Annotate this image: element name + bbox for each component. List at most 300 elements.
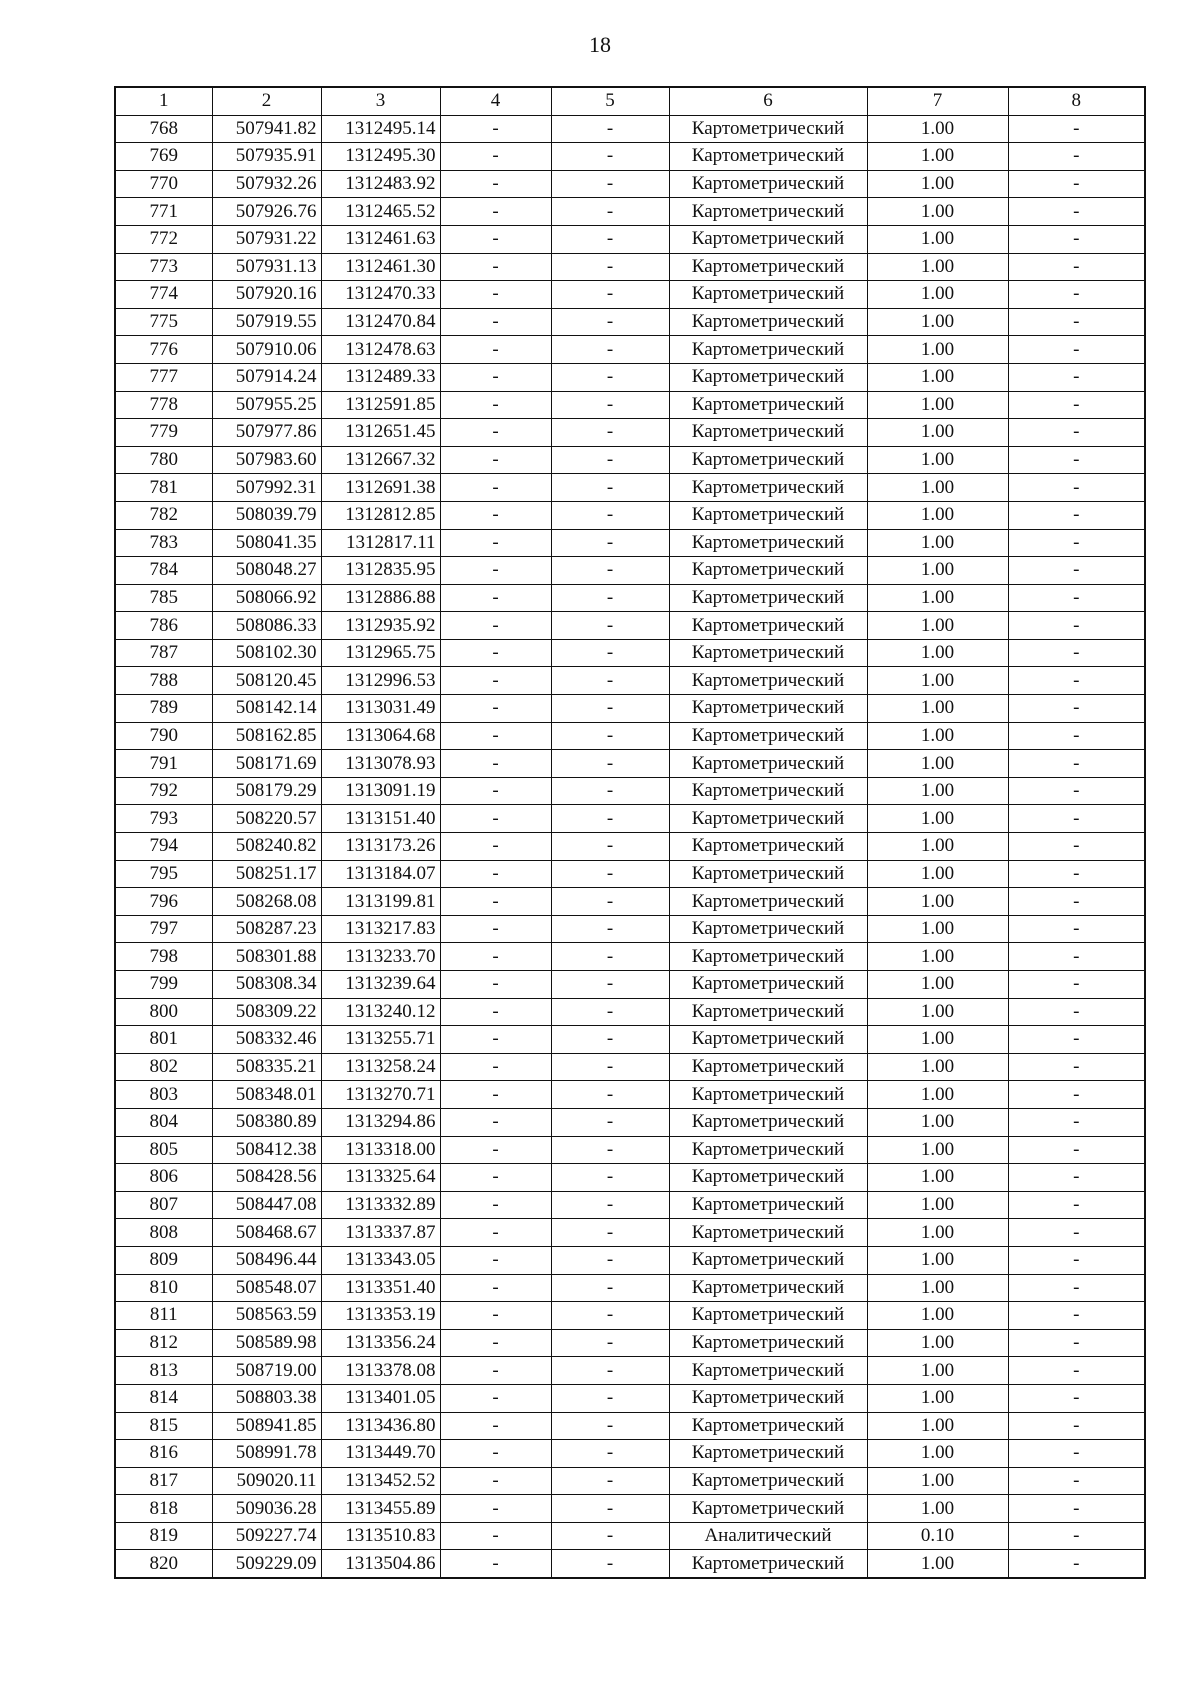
- point-number-cell: 786: [115, 612, 212, 640]
- y-coordinate-cell: 1313184.07: [321, 860, 440, 888]
- y-coordinate-cell: 1312461.63: [321, 225, 440, 253]
- table-row: [115, 612, 1145, 640]
- x-coordinate-cell: 508563.59: [212, 1302, 321, 1330]
- col5-cell: -: [551, 557, 669, 585]
- accuracy-cell: 1.00: [867, 998, 1008, 1026]
- table-row: [115, 777, 1145, 805]
- x-coordinate-cell: 507977.86: [212, 419, 321, 447]
- x-coordinate-cell: 508412.38: [212, 1136, 321, 1164]
- accuracy-cell: 1.00: [867, 1053, 1008, 1081]
- x-coordinate-cell: 507992.31: [212, 474, 321, 502]
- method-cell: Картометрический: [669, 777, 867, 805]
- method-cell: Картометрический: [669, 695, 867, 723]
- col4-cell: -: [440, 1274, 551, 1302]
- point-number-cell: 814: [115, 1384, 212, 1412]
- point-number-cell: 813: [115, 1357, 212, 1385]
- y-coordinate-cell: 1312465.52: [321, 198, 440, 226]
- method-cell: Картометрический: [669, 170, 867, 198]
- col4-cell: -: [440, 363, 551, 391]
- col5-cell: -: [551, 391, 669, 419]
- method-cell: Картометрический: [669, 501, 867, 529]
- point-number-cell: 798: [115, 943, 212, 971]
- y-coordinate-cell: 1313173.26: [321, 833, 440, 861]
- column-header: 5: [551, 87, 669, 115]
- col4-cell: -: [440, 612, 551, 640]
- table-row: [115, 833, 1145, 861]
- x-coordinate-cell: 507932.26: [212, 170, 321, 198]
- x-coordinate-cell: 508468.67: [212, 1219, 321, 1247]
- col8-cell: -: [1008, 1219, 1145, 1247]
- y-coordinate-cell: 1313452.52: [321, 1467, 440, 1495]
- method-cell: Картометрический: [669, 1136, 867, 1164]
- col8-cell: -: [1008, 1246, 1145, 1274]
- table-row: [115, 888, 1145, 916]
- col8-cell: -: [1008, 501, 1145, 529]
- y-coordinate-cell: 1312470.84: [321, 308, 440, 336]
- method-cell: Картометрический: [669, 833, 867, 861]
- accuracy-cell: 1.00: [867, 363, 1008, 391]
- x-coordinate-cell: 509229.09: [212, 1550, 321, 1578]
- table-row: [115, 308, 1145, 336]
- y-coordinate-cell: 1313353.19: [321, 1302, 440, 1330]
- point-number-cell: 817: [115, 1467, 212, 1495]
- accuracy-cell: 1.00: [867, 1164, 1008, 1192]
- col8-cell: -: [1008, 1136, 1145, 1164]
- col4-cell: -: [440, 1026, 551, 1054]
- col8-cell: -: [1008, 363, 1145, 391]
- col5-cell: -: [551, 1550, 669, 1578]
- accuracy-cell: 1.00: [867, 833, 1008, 861]
- point-number-cell: 804: [115, 1108, 212, 1136]
- table-row: [115, 1246, 1145, 1274]
- x-coordinate-cell: 507914.24: [212, 363, 321, 391]
- y-coordinate-cell: 1313436.80: [321, 1412, 440, 1440]
- point-number-cell: 773: [115, 253, 212, 281]
- y-coordinate-cell: 1313455.89: [321, 1495, 440, 1523]
- accuracy-cell: 1.00: [867, 1412, 1008, 1440]
- accuracy-cell: 1.00: [867, 501, 1008, 529]
- x-coordinate-cell: 508287.23: [212, 915, 321, 943]
- table-row: [115, 1136, 1145, 1164]
- method-cell: Картометрический: [669, 667, 867, 695]
- x-coordinate-cell: 507910.06: [212, 336, 321, 364]
- col4-cell: -: [440, 1136, 551, 1164]
- col8-cell: -: [1008, 667, 1145, 695]
- accuracy-cell: 1.00: [867, 722, 1008, 750]
- col5-cell: -: [551, 1495, 669, 1523]
- col5-cell: -: [551, 1219, 669, 1247]
- accuracy-cell: 1.00: [867, 943, 1008, 971]
- x-coordinate-cell: 508496.44: [212, 1246, 321, 1274]
- point-number-cell: 799: [115, 971, 212, 999]
- table-body: [115, 115, 1145, 1578]
- y-coordinate-cell: 1312591.85: [321, 391, 440, 419]
- table-row: [115, 170, 1145, 198]
- method-cell: Картометрический: [669, 584, 867, 612]
- y-coordinate-cell: 1313078.93: [321, 750, 440, 778]
- method-cell: Картометрический: [669, 308, 867, 336]
- col4-cell: -: [440, 722, 551, 750]
- col4-cell: -: [440, 1053, 551, 1081]
- table-header-row: [115, 87, 1145, 115]
- col5-cell: -: [551, 170, 669, 198]
- method-cell: Картометрический: [669, 1246, 867, 1274]
- y-coordinate-cell: 1313217.83: [321, 915, 440, 943]
- method-cell: Картометрический: [669, 446, 867, 474]
- y-coordinate-cell: 1313378.08: [321, 1357, 440, 1385]
- method-cell: Картометрический: [669, 943, 867, 971]
- col5-cell: -: [551, 1026, 669, 1054]
- x-coordinate-cell: 508179.29: [212, 777, 321, 805]
- x-coordinate-cell: 507935.91: [212, 143, 321, 171]
- col5-cell: -: [551, 446, 669, 474]
- table-row: [115, 391, 1145, 419]
- point-number-cell: 796: [115, 888, 212, 916]
- x-coordinate-cell: 507931.22: [212, 225, 321, 253]
- method-cell: Картометрический: [669, 1302, 867, 1330]
- y-coordinate-cell: 1313337.87: [321, 1219, 440, 1247]
- x-coordinate-cell: 508251.17: [212, 860, 321, 888]
- method-cell: Картометрический: [669, 115, 867, 143]
- method-cell: Картометрический: [669, 1164, 867, 1192]
- point-number-cell: 770: [115, 170, 212, 198]
- col4-cell: -: [440, 695, 551, 723]
- method-cell: Картометрический: [669, 1108, 867, 1136]
- table-row: [115, 1164, 1145, 1192]
- point-number-cell: 809: [115, 1246, 212, 1274]
- accuracy-cell: 1.00: [867, 391, 1008, 419]
- table-row: [115, 1191, 1145, 1219]
- col4-cell: -: [440, 584, 551, 612]
- accuracy-cell: 1.00: [867, 667, 1008, 695]
- y-coordinate-cell: 1313031.49: [321, 695, 440, 723]
- y-coordinate-cell: 1312886.88: [321, 584, 440, 612]
- col8-cell: -: [1008, 225, 1145, 253]
- col8-cell: -: [1008, 1495, 1145, 1523]
- method-cell: Картометрический: [669, 888, 867, 916]
- point-number-cell: 790: [115, 722, 212, 750]
- x-coordinate-cell: 509227.74: [212, 1522, 321, 1550]
- table-row: [115, 198, 1145, 226]
- point-number-cell: 797: [115, 915, 212, 943]
- col4-cell: -: [440, 143, 551, 171]
- col5-cell: -: [551, 667, 669, 695]
- col5-cell: -: [551, 308, 669, 336]
- method-cell: Картометрический: [669, 281, 867, 309]
- point-number-cell: 772: [115, 225, 212, 253]
- col4-cell: -: [440, 1081, 551, 1109]
- col4-cell: -: [440, 198, 551, 226]
- y-coordinate-cell: 1312478.63: [321, 336, 440, 364]
- table-row: [115, 1357, 1145, 1385]
- accuracy-cell: 1.00: [867, 336, 1008, 364]
- accuracy-cell: 1.00: [867, 1136, 1008, 1164]
- table-row: [115, 1412, 1145, 1440]
- accuracy-cell: 1.00: [867, 1495, 1008, 1523]
- y-coordinate-cell: 1312996.53: [321, 667, 440, 695]
- method-cell: Картометрический: [669, 391, 867, 419]
- col5-cell: -: [551, 115, 669, 143]
- y-coordinate-cell: 1313332.89: [321, 1191, 440, 1219]
- point-number-cell: 778: [115, 391, 212, 419]
- x-coordinate-cell: 508102.30: [212, 639, 321, 667]
- y-coordinate-cell: 1313091.19: [321, 777, 440, 805]
- col5-cell: -: [551, 198, 669, 226]
- col8-cell: -: [1008, 529, 1145, 557]
- y-coordinate-cell: 1313064.68: [321, 722, 440, 750]
- col8-cell: -: [1008, 419, 1145, 447]
- x-coordinate-cell: 508268.08: [212, 888, 321, 916]
- col4-cell: -: [440, 281, 551, 309]
- accuracy-cell: 1.00: [867, 281, 1008, 309]
- table-row: [115, 115, 1145, 143]
- col5-cell: -: [551, 888, 669, 916]
- col8-cell: -: [1008, 391, 1145, 419]
- col4-cell: -: [440, 777, 551, 805]
- x-coordinate-cell: 507919.55: [212, 308, 321, 336]
- point-number-cell: 795: [115, 860, 212, 888]
- col5-cell: -: [551, 777, 669, 805]
- y-coordinate-cell: 1312965.75: [321, 639, 440, 667]
- col8-cell: -: [1008, 1191, 1145, 1219]
- col8-cell: -: [1008, 971, 1145, 999]
- accuracy-cell: 1.00: [867, 1329, 1008, 1357]
- method-cell: Картометрический: [669, 750, 867, 778]
- col4-cell: -: [440, 529, 551, 557]
- column-header: 6: [669, 87, 867, 115]
- point-number-cell: 818: [115, 1495, 212, 1523]
- x-coordinate-cell: 508548.07: [212, 1274, 321, 1302]
- column-header: 1: [115, 87, 212, 115]
- method-cell: Картометрический: [669, 1440, 867, 1468]
- y-coordinate-cell: 1313239.64: [321, 971, 440, 999]
- col4-cell: -: [440, 557, 551, 585]
- y-coordinate-cell: 1313270.71: [321, 1081, 440, 1109]
- col8-cell: -: [1008, 805, 1145, 833]
- y-coordinate-cell: 1313258.24: [321, 1053, 440, 1081]
- col5-cell: -: [551, 1357, 669, 1385]
- point-number-cell: 782: [115, 501, 212, 529]
- col4-cell: -: [440, 253, 551, 281]
- column-header: 3: [321, 87, 440, 115]
- x-coordinate-cell: 508589.98: [212, 1329, 321, 1357]
- method-cell: Картометрический: [669, 1274, 867, 1302]
- col4-cell: -: [440, 1357, 551, 1385]
- x-coordinate-cell: 508719.00: [212, 1357, 321, 1385]
- col5-cell: -: [551, 1522, 669, 1550]
- table-row: [115, 446, 1145, 474]
- point-number-cell: 806: [115, 1164, 212, 1192]
- y-coordinate-cell: 1312691.38: [321, 474, 440, 502]
- table-row: [115, 971, 1145, 999]
- table-row: [115, 805, 1145, 833]
- method-cell: Картометрический: [669, 474, 867, 502]
- point-number-cell: 774: [115, 281, 212, 309]
- col4-cell: -: [440, 667, 551, 695]
- x-coordinate-cell: 508171.69: [212, 750, 321, 778]
- col4-cell: -: [440, 419, 551, 447]
- method-cell: Картометрический: [669, 1384, 867, 1412]
- x-coordinate-cell: 508142.14: [212, 695, 321, 723]
- table-row: [115, 1302, 1145, 1330]
- accuracy-cell: 1.00: [867, 777, 1008, 805]
- y-coordinate-cell: 1313351.40: [321, 1274, 440, 1302]
- y-coordinate-cell: 1313199.81: [321, 888, 440, 916]
- accuracy-cell: 1.00: [867, 1440, 1008, 1468]
- accuracy-cell: 1.00: [867, 143, 1008, 171]
- col8-cell: -: [1008, 1108, 1145, 1136]
- table-row: [115, 1081, 1145, 1109]
- x-coordinate-cell: 508428.56: [212, 1164, 321, 1192]
- col5-cell: -: [551, 336, 669, 364]
- col5-cell: -: [551, 639, 669, 667]
- col5-cell: -: [551, 971, 669, 999]
- col4-cell: -: [440, 1467, 551, 1495]
- col5-cell: -: [551, 474, 669, 502]
- table-row: [115, 667, 1145, 695]
- accuracy-cell: 1.00: [867, 1219, 1008, 1247]
- y-coordinate-cell: 1312483.92: [321, 170, 440, 198]
- accuracy-cell: 1.00: [867, 1384, 1008, 1412]
- method-cell: Картометрический: [669, 860, 867, 888]
- accuracy-cell: 1.00: [867, 115, 1008, 143]
- method-cell: Картометрический: [669, 198, 867, 226]
- table-row: [115, 1274, 1145, 1302]
- method-cell: Картометрический: [669, 639, 867, 667]
- col8-cell: -: [1008, 612, 1145, 640]
- point-number-cell: 820: [115, 1550, 212, 1578]
- col8-cell: -: [1008, 115, 1145, 143]
- point-number-cell: 803: [115, 1081, 212, 1109]
- point-number-cell: 768: [115, 115, 212, 143]
- col5-cell: -: [551, 1053, 669, 1081]
- accuracy-cell: 1.00: [867, 529, 1008, 557]
- accuracy-cell: 1.00: [867, 612, 1008, 640]
- table-row: [115, 1329, 1145, 1357]
- table-row: [115, 998, 1145, 1026]
- y-coordinate-cell: 1312470.33: [321, 281, 440, 309]
- accuracy-cell: 1.00: [867, 557, 1008, 585]
- col8-cell: -: [1008, 915, 1145, 943]
- x-coordinate-cell: 508380.89: [212, 1108, 321, 1136]
- col8-cell: -: [1008, 557, 1145, 585]
- col5-cell: -: [551, 1108, 669, 1136]
- col5-cell: -: [551, 143, 669, 171]
- col4-cell: -: [440, 1495, 551, 1523]
- point-number-cell: 787: [115, 639, 212, 667]
- table-row: [115, 584, 1145, 612]
- col8-cell: -: [1008, 446, 1145, 474]
- col8-cell: -: [1008, 584, 1145, 612]
- table-row: [115, 1522, 1145, 1550]
- accuracy-cell: 1.00: [867, 1467, 1008, 1495]
- col4-cell: -: [440, 888, 551, 916]
- col8-cell: -: [1008, 1357, 1145, 1385]
- point-number-cell: 776: [115, 336, 212, 364]
- method-cell: Картометрический: [669, 1357, 867, 1385]
- accuracy-cell: 1.00: [867, 1108, 1008, 1136]
- x-coordinate-cell: 507941.82: [212, 115, 321, 143]
- accuracy-cell: 1.00: [867, 170, 1008, 198]
- col8-cell: -: [1008, 1329, 1145, 1357]
- table-row: [115, 529, 1145, 557]
- col4-cell: -: [440, 971, 551, 999]
- table-row: [115, 143, 1145, 171]
- col4-cell: -: [440, 308, 551, 336]
- y-coordinate-cell: 1312495.30: [321, 143, 440, 171]
- col4-cell: -: [440, 336, 551, 364]
- col8-cell: -: [1008, 198, 1145, 226]
- x-coordinate-cell: 509020.11: [212, 1467, 321, 1495]
- table-row: [115, 695, 1145, 723]
- point-number-cell: 791: [115, 750, 212, 778]
- col8-cell: -: [1008, 170, 1145, 198]
- accuracy-cell: 1.00: [867, 639, 1008, 667]
- col4-cell: -: [440, 805, 551, 833]
- table-row: [115, 1384, 1145, 1412]
- y-coordinate-cell: 1312817.11: [321, 529, 440, 557]
- col4-cell: -: [440, 474, 551, 502]
- col8-cell: -: [1008, 1412, 1145, 1440]
- y-coordinate-cell: 1313449.70: [321, 1440, 440, 1468]
- y-coordinate-cell: 1313343.05: [321, 1246, 440, 1274]
- x-coordinate-cell: 508039.79: [212, 501, 321, 529]
- col5-cell: -: [551, 1302, 669, 1330]
- page-number: 18: [589, 32, 611, 57]
- col8-cell: -: [1008, 998, 1145, 1026]
- col5-cell: -: [551, 1191, 669, 1219]
- y-coordinate-cell: 1312489.33: [321, 363, 440, 391]
- col8-cell: -: [1008, 1522, 1145, 1550]
- method-cell: Картометрический: [669, 1026, 867, 1054]
- column-header: 2: [212, 87, 321, 115]
- col5-cell: -: [551, 1136, 669, 1164]
- col5-cell: -: [551, 281, 669, 309]
- x-coordinate-cell: 508162.85: [212, 722, 321, 750]
- col8-cell: -: [1008, 1384, 1145, 1412]
- point-number-cell: 788: [115, 667, 212, 695]
- y-coordinate-cell: 1313318.00: [321, 1136, 440, 1164]
- x-coordinate-cell: 508041.35: [212, 529, 321, 557]
- point-number-cell: 793: [115, 805, 212, 833]
- y-coordinate-cell: 1312495.14: [321, 115, 440, 143]
- col8-cell: -: [1008, 639, 1145, 667]
- point-number-cell: 810: [115, 1274, 212, 1302]
- col4-cell: -: [440, 1108, 551, 1136]
- col4-cell: -: [440, 860, 551, 888]
- coordinates-table: [114, 86, 1146, 1579]
- accuracy-cell: 1.00: [867, 1246, 1008, 1274]
- col5-cell: -: [551, 805, 669, 833]
- col5-cell: -: [551, 1274, 669, 1302]
- table-row: [115, 750, 1145, 778]
- y-coordinate-cell: 1313504.86: [321, 1550, 440, 1578]
- y-coordinate-cell: 1312935.92: [321, 612, 440, 640]
- table-row: [115, 1108, 1145, 1136]
- x-coordinate-cell: 508086.33: [212, 612, 321, 640]
- x-coordinate-cell: 508301.88: [212, 943, 321, 971]
- x-coordinate-cell: 508066.92: [212, 584, 321, 612]
- accuracy-cell: 1.00: [867, 198, 1008, 226]
- col8-cell: -: [1008, 1467, 1145, 1495]
- col4-cell: -: [440, 391, 551, 419]
- col8-cell: -: [1008, 308, 1145, 336]
- x-coordinate-cell: 509036.28: [212, 1495, 321, 1523]
- accuracy-cell: 1.00: [867, 308, 1008, 336]
- method-cell: Картометрический: [669, 253, 867, 281]
- point-number-cell: 819: [115, 1522, 212, 1550]
- accuracy-cell: 1.00: [867, 1081, 1008, 1109]
